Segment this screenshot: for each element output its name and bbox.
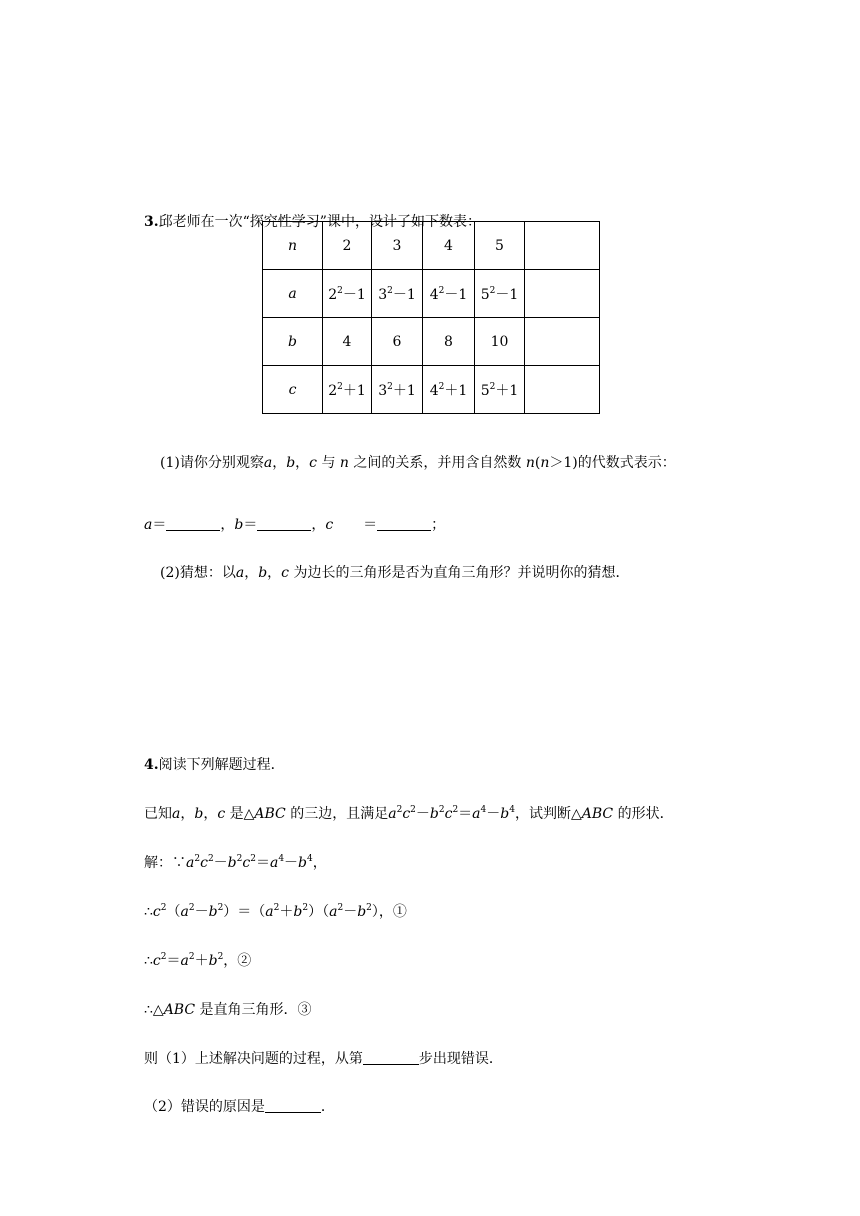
step1-equation: $c^2(a^2-b^2)=(a^2+b^2)(a^2-b^2)$: [152, 903, 379, 920]
given-equation: $a^2c^2-b^2c^2=a^4-b^4$: [388, 805, 515, 822]
q4-prompt-line: [144, 755, 285, 775]
answer-blank-c[interactable]: [377, 515, 431, 531]
q4-step3: ∴△ABC 是直角三角形．③: [144, 1002, 312, 1018]
table-row-n: [263, 222, 600, 270]
table-cell: $4^2-1$: [423, 270, 475, 318]
table-cell: 4: [423, 222, 475, 270]
row-label: c: [263, 366, 323, 414]
table-row-c: [263, 366, 600, 414]
q4-number: 4.: [144, 757, 159, 773]
table-cell: $5^2-1$: [475, 270, 525, 318]
table-cell: $2^2-1$: [323, 270, 372, 318]
q3-number-table: [262, 221, 600, 414]
table-row-b: [263, 318, 600, 366]
table-cell-empty: [525, 222, 600, 270]
q4-question2: （2）错误的原因是 ．: [144, 1099, 335, 1115]
q4-step2: $\therefore c^2=a^2+b^2$，②: [144, 952, 252, 969]
q4-step1: $\therefore c^2(a^2-b^2)=(a^2+b^2)(a^2-b^2)$，①: [144, 903, 407, 920]
table-cell-empty: [525, 366, 600, 414]
q4-question1: 则（1）上述解决问题的过程，从第 步出现错误．: [144, 1051, 503, 1067]
row-label: a: [263, 270, 323, 318]
table-cell-empty: [525, 270, 600, 318]
solution-equation: $a^2c^2-b^2c^2=a^4-b^4$，: [186, 854, 327, 871]
step2-equation: $c^2=a^2+b^2$: [152, 952, 224, 969]
q3-part1: (1)请你分别观察a，b，c 与 n 之间的关系，并用含自然数 n(n＞1)的代数式表示：: [160, 455, 676, 471]
row-label: b: [263, 318, 323, 366]
table-row-a: [263, 270, 600, 318]
q3-part2: (2)猜想：以a，b，c 为边长的三角形是否为直角三角形？并说明你的猜想．: [160, 565, 630, 581]
q3-prompt: 邱老师在一次“探究性学习”课中，设计了如下数表：: [158, 214, 481, 230]
table-cell: 4: [323, 318, 372, 366]
table-cell: 10: [475, 318, 525, 366]
answer-blank-a[interactable]: [166, 515, 220, 531]
table-cell: $3^2-1$: [372, 270, 423, 318]
answer-blank-step[interactable]: [363, 1049, 419, 1065]
table-cell: $5^2+1$: [475, 366, 525, 414]
answer-blank-b[interactable]: [257, 515, 311, 531]
table-cell: 8: [423, 318, 475, 366]
table-cell: $3^2+1$: [372, 366, 423, 414]
table-cell-empty: [525, 318, 600, 366]
table-cell: 2: [323, 222, 372, 270]
q4-prompt: 阅读下列解题过程．: [158, 757, 285, 773]
row-label: n: [263, 222, 323, 270]
table-cell: 6: [372, 318, 423, 366]
q3-answer-line: a＝ ，b＝ ，c ＝ ；: [144, 517, 446, 533]
q3-number: 3.: [144, 214, 159, 230]
answer-blank-reason[interactable]: [265, 1097, 321, 1113]
q4-given: 已知a，b，c 是△ABC 的三边，且满足$a^2c^2-b^2c^2=a^4-b^4$，试判断△ABC 的形状．: [144, 805, 674, 822]
table-cell: 3: [372, 222, 423, 270]
table-cell: $2^2+1$: [323, 366, 372, 414]
q4-solution-line: 解：$\because a^2c^2-b^2c^2=a^4-b^4$，: [144, 854, 327, 871]
table-cell: $4^2+1$: [423, 366, 475, 414]
table-cell: 5: [475, 222, 525, 270]
